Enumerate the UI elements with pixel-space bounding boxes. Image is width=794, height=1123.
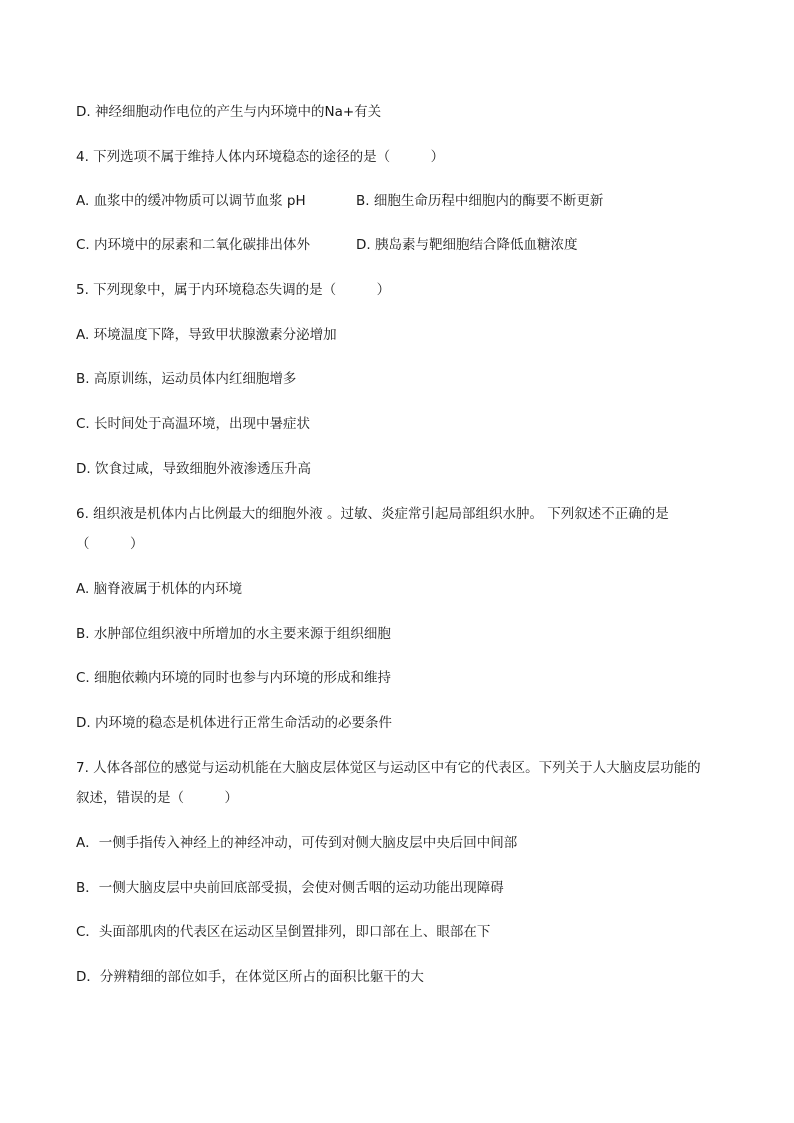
q4-option-b: B. 细胞生命历程中细胞内的酶要不断更新	[356, 193, 604, 209]
q5-option-b: B. 高原训练，运动员体内红细胞增多	[76, 371, 297, 387]
q4-option-a: A. 血浆中的缓冲物质可以调节血浆 pH	[76, 193, 306, 209]
q7-stem-line2: 叙述，错误的是（ ）	[76, 790, 238, 806]
q6-option-d: D. 内环境的稳态是机体进行正常生命活动的必要条件	[76, 715, 392, 731]
q4-stem: 4. 下列选项不属于维持人体内环境稳态的途径的是（ ）	[76, 149, 445, 165]
q6-option-c: C. 细胞依赖内环境的同时也参与内环境的形成和维持	[76, 670, 392, 686]
q7-option-a: A．一侧手指传入神经上的神经冲动，可传到对侧大脑皮层中央后回中间部	[76, 835, 518, 851]
q7-option-b: B．一侧大脑皮层中央前回底部受损，会使对侧舌咽的运动功能出现障碍	[76, 880, 504, 896]
q6-option-b: B. 水肿部位组织液中所增加的水主要来源于组织细胞	[76, 626, 391, 642]
q4-option-c: C. 内环境中的尿素和二氧化碳排出体外	[76, 237, 311, 253]
q5-option-d: D. 饮食过咸，导致细胞外液渗透压升高	[76, 461, 311, 477]
q6-stem-line1: 6. 组织液是机体内占比例最大的细胞外液 。过敏、炎症常引起局部组织水肿。 下列叙述不正确的是	[76, 506, 669, 522]
q5-stem: 5. 下列现象中，属于内环境稳态失调的是（ ）	[76, 282, 391, 298]
q5-option-c: C. 长时间处于高温环境，出现中暑症状	[76, 416, 311, 432]
q6-stem-line2: （ ）	[76, 536, 144, 552]
q7-option-d: D．分辨精细的部位如手，在体觉区所占的面积比躯干的大	[76, 969, 424, 985]
q7-option-c: C．头面部肌肉的代表区在运动区呈倒置排列，即口部在上、眼部在下	[76, 924, 491, 940]
q7-stem-line1: 7. 人体各部位的感觉与运动机能在大脑皮层体觉区与运动区中有它的代表区。下列关于人大脑皮层功能的	[76, 760, 701, 776]
q3-option-d: D. 神经细胞动作电位的产生与内环境中的Na+有关	[76, 104, 382, 120]
q6-option-a: A. 脑脊液属于机体的内环境	[76, 581, 243, 597]
q4-option-d: D. 胰岛素与靶细胞结合降低血糖浓度	[356, 237, 578, 253]
q5-option-a: A. 环境温度下降，导致甲状腺激素分泌增加	[76, 327, 337, 343]
